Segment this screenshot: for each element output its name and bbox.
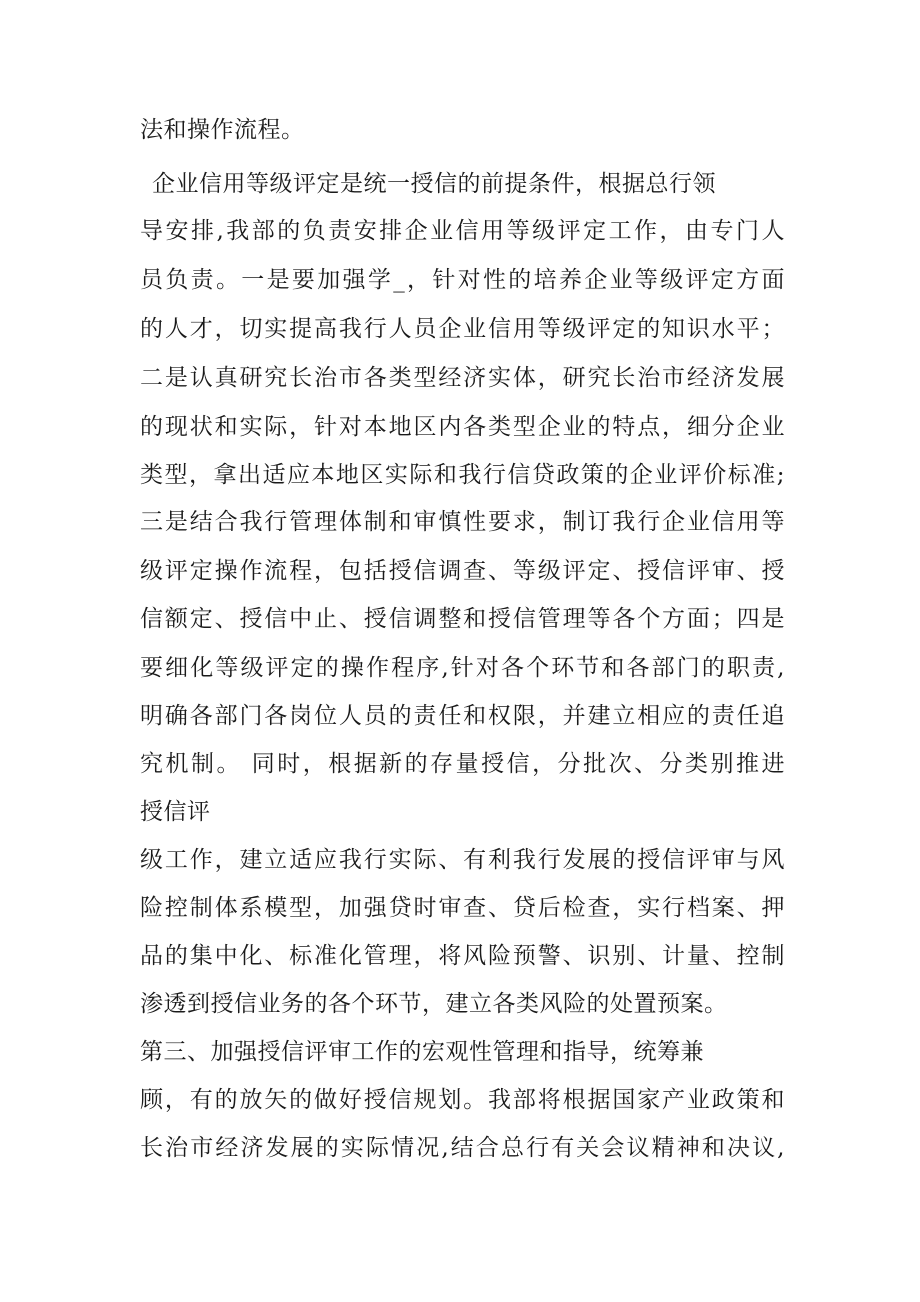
text-line-20: 第三、加强授信评审工作的宏观性管理和指导，统筹兼	[140, 1039, 704, 1065]
text-line-12: 要细化等级评定的操作程序,针对各个环节和各部门的职责,	[140, 655, 785, 681]
text-line-2: 企业信用等级评定是统一授信的前提条件，根据总行领	[152, 171, 716, 197]
text-line-18: 品的集中化、标准化管理，将风险预警、识别、计量、控制	[140, 943, 785, 969]
text-line-15: 授信评	[140, 799, 211, 825]
text-line-22: 长治市经济发展的实际情况,结合总行有关会议精神和决议,	[140, 1135, 785, 1161]
text-line-19: 渗透到授信业务的各个环节，建立各类风险的处置预案。	[140, 991, 728, 1017]
text-line-14: 究机制。 同时，根据新的存量授信，分批次、分类别推进	[140, 751, 785, 777]
text-line-13: 明确各部门各岗位人员的责任和权限，并建立相应的责任追	[140, 703, 785, 729]
text-line-5: 的人才，切实提高我行人员企业信用等级评定的知识水平；	[140, 316, 785, 342]
text-line-9: 三是结合我行管理体制和审慎性要求，制订我行企业信用等	[140, 509, 785, 535]
text-line-8: 类型，拿出适应本地区实际和我行信贷政策的企业评价标准;	[140, 462, 785, 488]
text-line-4: 员负责。一是要加强学_，针对性的培养企业等级评定方面	[140, 267, 785, 293]
text-line-1: 法和操作流程。	[140, 117, 305, 143]
text-line-6: 二是认真研究长治市各类型经济实体，研究长治市经济发展	[140, 365, 785, 391]
text-line-10: 级评定操作流程，包括授信调查、等级评定、授信评审、授	[140, 558, 785, 584]
text-line-16: 级工作，建立适应我行实际、有利我行发展的授信评审与风	[140, 847, 785, 873]
text-line-3: 导安排,我部的负责安排企业信用等级评定工作，由专门人	[140, 218, 785, 244]
text-line-17: 险控制体系模型，加强贷时审查、贷后检查，实行档案、押	[140, 895, 785, 921]
text-line-11: 信额定、授信中止、授信调整和授信管理等各个方面；四是	[140, 606, 785, 632]
text-line-7: 的现状和实际，针对本地区内各类型企业的特点，细分企业	[140, 414, 785, 440]
text-line-21: 顾，有的放矢的做好授信规划。我部将根据国家产业政策和	[140, 1087, 785, 1113]
